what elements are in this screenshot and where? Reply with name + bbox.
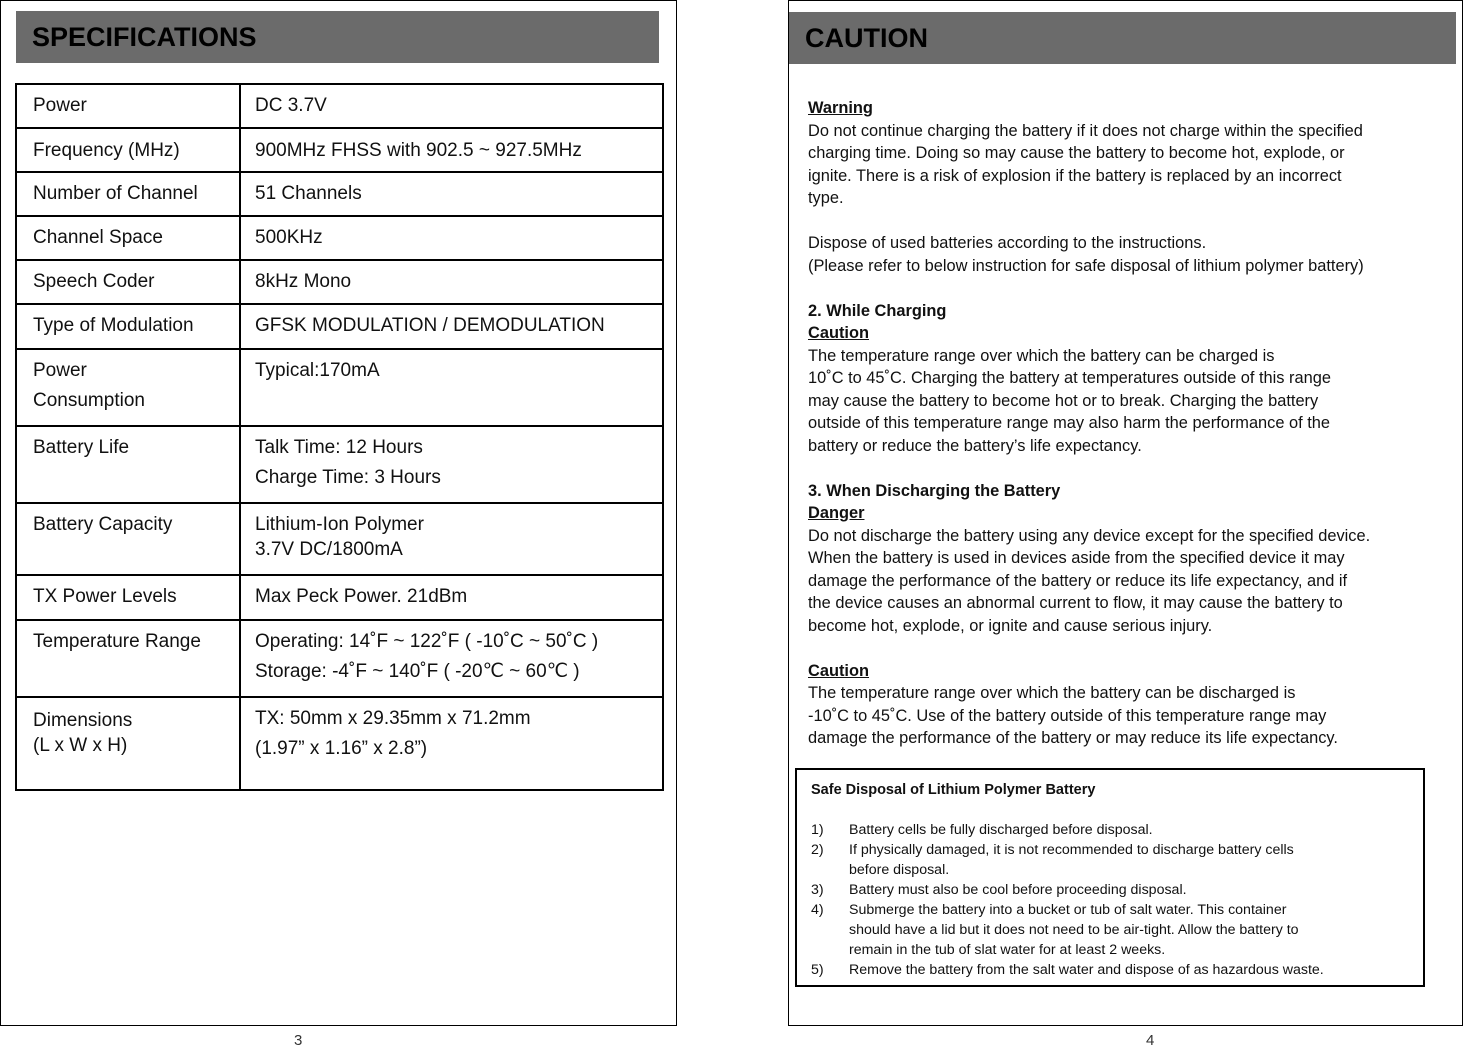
danger-title: Danger [808, 504, 865, 522]
discharge-caution-line: -10˚C to 45˚C. Use of the battery outside of this temperature range may [808, 706, 1327, 725]
spec-row-dimensions [17, 698, 662, 791]
warning-title: Warning [808, 99, 873, 117]
charging-line: The temperature range over which the battery can be charged is [808, 346, 1275, 365]
spec-value: Lithium-Ion Polymer [255, 514, 424, 535]
danger-line: damage the performance of the battery or reduce its life expectancy, and if [808, 571, 1348, 590]
spec-row-battery-capacity [17, 504, 662, 576]
dispose-line: Dispose of used batteries according to the instructions. [808, 234, 1207, 252]
list-item [811, 840, 1409, 880]
spec-value: Operating: 14˚F ~ 122˚F ( -10˚C ~ 50˚C ) [255, 631, 599, 652]
list-item-number: 1) [811, 822, 824, 838]
spec-row-tx-power [17, 576, 662, 621]
spec-label: Frequency (MHz) [33, 140, 180, 161]
spec-value: 900MHz FHSS with 902.5 ~ 927.5MHz [255, 140, 582, 161]
spec-value: Storage: -4˚F ~ 140˚F ( -20℃ ~ 60℃ ) [255, 661, 580, 682]
specifications-page [0, 0, 677, 1026]
danger-line: become hot, explode, or ignite and cause serious injury. [808, 616, 1213, 635]
list-item [811, 880, 1409, 900]
danger-line: Do not discharge the battery using any device except for the specified device. [808, 526, 1371, 545]
spec-label: Power [33, 95, 87, 116]
list-item [811, 900, 1409, 960]
spec-label: Number of Channel [33, 183, 198, 204]
spec-row-channel-space [17, 217, 662, 261]
discharge-caution-title: Caution [808, 661, 870, 680]
specifications-table [15, 83, 664, 791]
list-item-text: should have a lid but it does not need to be air-tight. Allow the battery to [849, 922, 1299, 938]
list-item-number: 3) [811, 882, 824, 898]
charging-line: may cause the battery to become hot or to break. Charging the battery [808, 391, 1319, 410]
discharge-caution-line: damage the performance of the battery or may reduce its life expectancy. [808, 729, 1338, 747]
spec-value: 51 Channels [255, 183, 362, 204]
list-item-number: 4) [811, 902, 824, 918]
spec-row-power-consumption [17, 350, 662, 427]
spec-label: (L x W x H) [33, 735, 128, 756]
spec-row-temperature-range [17, 621, 662, 698]
warning-section [808, 97, 1458, 210]
dispose-section [808, 232, 1458, 277]
discharging-heading: 3. When Discharging the Battery [808, 481, 1061, 500]
charging-line: 10˚C to 45˚C. Charging the battery at temperatures outside of this range [808, 369, 1331, 387]
list-item-text: Battery must also be cool before proceeding disposal. [849, 882, 1187, 898]
charging-line: battery or reduce the battery’s life expectancy. [808, 436, 1142, 455]
list-item-text: If physically damaged, it is not recommended to discharge battery cells [849, 842, 1294, 858]
spec-label: Power [33, 360, 87, 381]
caution-header: CAUTION [789, 12, 1456, 64]
charging-caution-title: Caution [808, 324, 870, 342]
spec-label: Battery Life [33, 437, 130, 458]
danger-line: the device causes an abnormal current to flow, it may cause the battery to [808, 594, 1343, 612]
spec-value: Max Peck Power. 21dBm [255, 586, 468, 607]
spec-row-power [17, 85, 662, 129]
spec-label: Dimensions [33, 710, 133, 731]
spec-value: DC 3.7V [255, 95, 327, 116]
spec-row-frequency [17, 129, 662, 173]
page-number-right: 4 [1146, 1032, 1155, 1048]
charging-heading: 2. While Charging [808, 301, 947, 320]
charging-section [808, 300, 1458, 458]
spec-label: Battery Capacity [33, 514, 173, 535]
spec-value: GFSK MODULATION / DEMODULATION [255, 315, 605, 336]
warning-line: ignite. There is a risk of explosion if the battery is replaced by an incorrect [808, 166, 1342, 185]
spec-value: 8kHz Mono [255, 271, 352, 292]
danger-line: When the battery is used in devices aside from the specified device it may [808, 549, 1345, 567]
list-item-text: remain in the tub of slat water for at least 2 weeks. [849, 942, 1166, 958]
spec-value: Talk Time: 12 Hours [255, 437, 423, 458]
discharge-caution-line: The temperature range over which the battery can be discharged is [808, 684, 1296, 702]
list-item-text: before disposal. [849, 862, 950, 878]
list-item-text: Remove the battery from the salt water and dispose of as hazardous waste. [849, 962, 1324, 978]
spec-row-modulation [17, 305, 662, 350]
spec-row-number-of-channel [17, 173, 662, 217]
page-number-left: 3 [294, 1032, 303, 1048]
specifications-header: SPECIFICATIONS [16, 11, 659, 63]
spec-row-speech-coder [17, 261, 662, 305]
spec-label: Temperature Range [33, 631, 201, 652]
spec-label: TX Power Levels [33, 586, 177, 607]
spec-value: 3.7V DC/1800mA [255, 539, 403, 560]
charging-line: outside of this temperature range may also harm the performance of the [808, 414, 1331, 432]
caution-page [788, 0, 1463, 1026]
discharging-section [808, 480, 1458, 638]
dispose-line: (Please refer to below instruction for safe disposal of lithium polymer battery) [808, 256, 1364, 275]
spec-label: Channel Space [33, 227, 163, 248]
spec-value: Charge Time: 3 Hours [255, 467, 441, 488]
spec-row-battery-life [17, 427, 662, 504]
safe-disposal-box [795, 768, 1425, 987]
spec-value: (1.97” x 1.16” x 2.8”) [255, 738, 428, 759]
list-item [811, 960, 1409, 980]
spec-value: Typical:170mA [255, 360, 380, 381]
spec-label: Speech Coder [33, 271, 155, 292]
list-item [811, 820, 1409, 840]
caution-text [808, 97, 1458, 750]
discharge-caution-section [808, 660, 1458, 750]
warning-line: Do not continue charging the battery if it does not charge within the specified [808, 121, 1363, 140]
list-item-number: 5) [811, 962, 824, 978]
warning-line: charging time. Doing so may cause the battery to become hot, explode, or [808, 144, 1345, 162]
list-item-text: Submerge the battery into a bucket or tub of salt water. This container [849, 902, 1287, 918]
spec-value: 500KHz [255, 227, 323, 248]
spec-label: Consumption [33, 390, 145, 411]
spec-label: Type of Modulation [33, 315, 194, 336]
spec-value: TX: 50mm x 29.35mm x 71.2mm [255, 708, 531, 729]
list-item-text: Battery cells be fully discharged before disposal. [849, 822, 1153, 838]
safe-disposal-title: Safe Disposal of Lithium Polymer Battery [811, 782, 1096, 798]
list-item-number: 2) [811, 842, 824, 858]
warning-line: type. [808, 189, 844, 207]
safe-disposal-list [811, 820, 1409, 980]
